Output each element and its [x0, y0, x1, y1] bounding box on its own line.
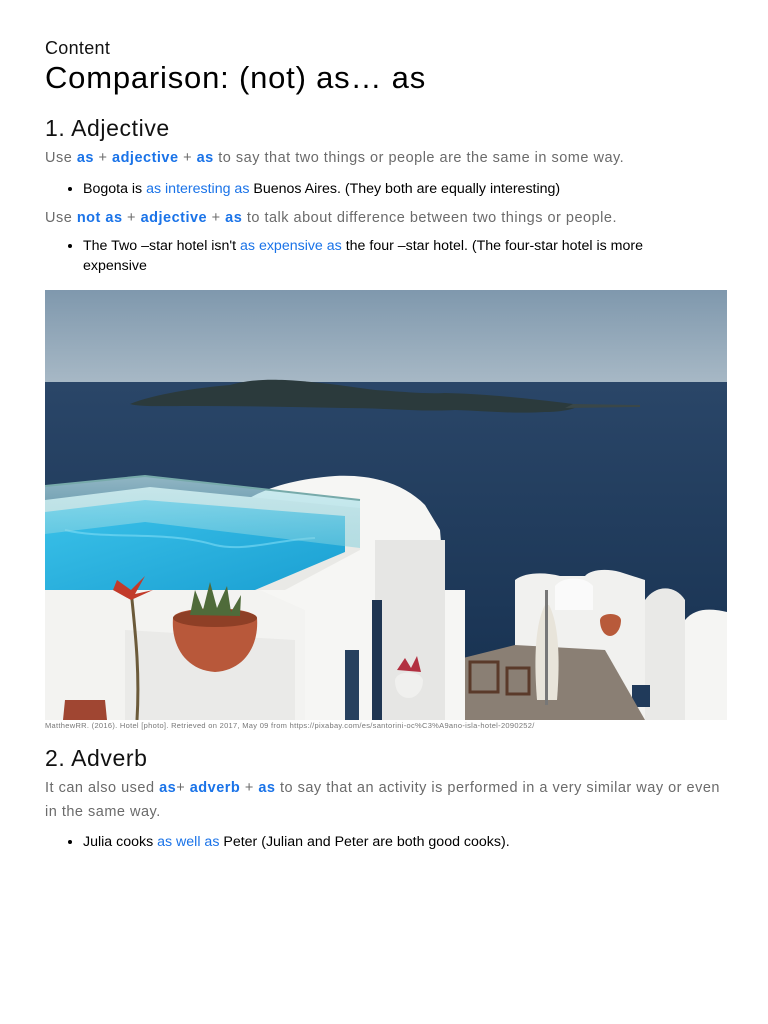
photo-caption: MatthewRR. (2016). Hotel [photo]. Retrieved on 2017, May 09 from https://pixabay.com/es/santorini-oc%C3%A9ano-isla-hotel-2090252/	[45, 721, 535, 730]
adverb-section	[45, 776, 727, 852]
keyword-as: as	[196, 150, 214, 166]
rule-adjective-different: Use not as + adjective + as to talk about difference between two things or people.	[45, 210, 617, 226]
section-kicker: Content	[45, 38, 111, 58]
document-page	[45, 38, 727, 850]
keyword-as: as	[258, 780, 276, 796]
highlight-phrase: as expensive as	[240, 238, 342, 254]
keyword-as: as	[159, 780, 177, 796]
example-list	[83, 179, 727, 199]
keyword-adverb: adverb	[189, 780, 241, 796]
keyword-as: as	[76, 150, 94, 166]
list-item: • Bogota is as interesting as Buenos Aires. (They both are equally interesting)	[83, 179, 727, 199]
photo-illustration	[45, 290, 727, 720]
page-title: Comparison: (not) as… as	[45, 60, 426, 95]
highlight-phrase: as well as	[157, 834, 220, 850]
rule-adverb: It can also used as+ adverb + as to say that an activity is performed in a very similar way or even in the same way.	[45, 780, 720, 820]
keyword-as: as	[225, 210, 243, 226]
highlight-phrase: as interesting as	[146, 181, 250, 197]
example-list	[83, 832, 727, 852]
list-item: • The Two –star hotel isn't as expensive as the four –star hotel. (The four-star hotel is more expensive	[83, 236, 683, 276]
keyword-not-as: not as	[76, 210, 123, 226]
heading-adverb: 2. Adverb	[45, 745, 148, 771]
keyword-adjective: adjective	[140, 210, 208, 226]
list-item: • Julia cooks as well as Peter (Julian and Peter are both good cooks).	[83, 832, 727, 852]
heading-adjective: 1. Adjective	[45, 115, 170, 141]
keyword-adjective: adjective	[112, 150, 179, 166]
example-list	[83, 236, 683, 276]
rule-adjective-same: Use as + adjective + as to say that two things or people are the same in some way.	[45, 150, 625, 166]
santorini-hotel-photo	[45, 290, 727, 720]
